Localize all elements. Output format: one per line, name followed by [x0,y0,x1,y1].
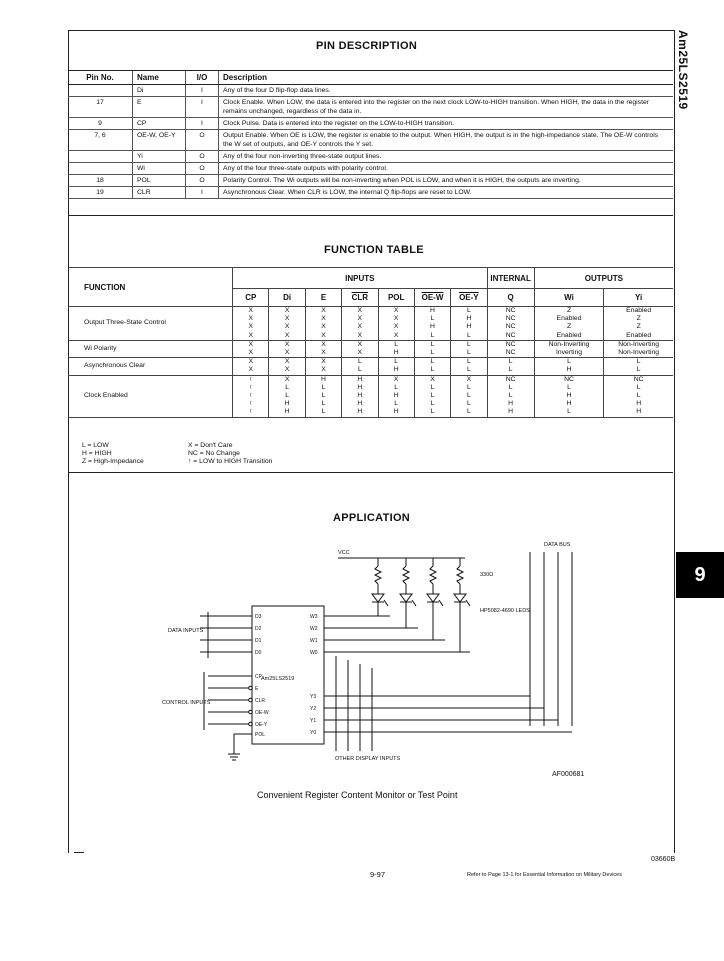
ft-cell: X [233,332,269,341]
chip-left-pin-label: CP [255,674,262,680]
pin-name: CLR [133,187,186,199]
pin-number [68,85,133,97]
chip-right-pin-label: Y1 [310,718,317,724]
ft-cell: Inverting [534,349,604,358]
ft-cell: X [378,315,414,323]
legend-item: H = HIGH [82,450,112,457]
ft-cell: L [305,400,341,408]
ft-cell: X [305,315,341,323]
ft-cell: ↑ [233,392,269,400]
ft-cell: H [487,400,534,408]
ft-cell: Enabled [604,332,673,341]
ft-column-header: $\overline{CLR}$ [342,289,378,307]
chip-left-pin-label: D1 [255,638,262,644]
pin-io: I [186,187,219,199]
ft-cell: Enabled [604,307,673,316]
pin-name: POL [133,175,186,187]
chip-right-pin-label: Y2 [310,706,317,712]
led-resistor-branch [454,558,470,652]
ft-cell: L [451,408,487,417]
ft-cell: X [305,349,341,358]
ft-cell: H [414,323,450,331]
ft-cell: X [342,340,378,349]
ft-column-header: POL [378,289,414,307]
ft-cell: H [534,366,604,375]
ft-cell: L [414,332,450,341]
vcc-label: VCC [338,550,350,556]
ft-cell: X [305,340,341,349]
chip-right-pin-label: Y3 [310,694,317,700]
ft-cell: ↑ [233,408,269,417]
pin-name: Di [133,85,186,97]
ft-cell: X [378,307,414,316]
chip-left-pin-label: POL [255,732,266,738]
pin-number: 7, 6 [68,130,133,151]
pin-io: O [186,151,219,163]
section-divider [68,472,673,473]
ft-cell: L [451,349,487,358]
ft-cell: L [305,392,341,400]
ft-cell: L [414,349,450,358]
ft-cell: NC [604,375,673,384]
chip-left-pin-label: D2 [255,626,262,632]
ft-cell: H [378,392,414,400]
ft-cell: ↑ [233,375,269,384]
ft-cell: L [414,384,450,392]
ft-column-header: OE-W [414,289,450,307]
chip-left-pin-label: CLR [255,698,266,704]
ft-cell: H [269,400,305,408]
ft-cell: Enabled [534,332,604,341]
ft-cell: Z [534,323,604,331]
side-title: Am25LS2519 [676,30,690,110]
pin-header-name: Name [133,71,186,85]
ft-cell: L [414,340,450,349]
chip-left-pin-label: OE-Y [255,722,268,728]
ft-cell: X [305,307,341,316]
military-note: Refer to Page 13-1 for Essential Information on Military Devices [467,872,622,878]
ft-cell: H [378,366,414,375]
ft-cell: H [534,392,604,400]
ft-cell: ↑ [233,384,269,392]
ft-cell: L [487,392,534,400]
legend-right [188,442,272,466]
ft-cell: L [451,366,487,375]
ft-cell: X [342,332,378,341]
pin-row [68,151,673,163]
pin-description: Any of the four D flip-flop data lines. [219,85,674,97]
ft-cell: H [342,375,378,384]
ft-cell: L [378,384,414,392]
ft-cell: X [378,332,414,341]
figure-id: AF000681 [552,771,585,776]
ft-cell: X [305,358,341,367]
ft-cell: L [414,315,450,323]
data-inputs-label: DATA INPUTS [168,628,204,634]
ft-cell: H [342,408,378,417]
ft-cell: L [451,307,487,316]
ft-cell: NC [487,340,534,349]
pin-description: Any of the four non-inverting three-state output lines. [219,151,674,163]
ft-cell: NC [487,332,534,341]
pin-io: O [186,175,219,187]
ft-cell: H [342,392,378,400]
pin-header-desc: Description [219,71,674,85]
pin-io: O [186,163,219,175]
ft-column-header: Q [487,289,534,307]
ft-cell: Z [534,307,604,316]
led-resistor-branch [372,558,388,616]
other-display-label: OTHER DISPLAY INPUTS [335,756,401,762]
application-caption: Convenient Register Content Monitor or Test Point [257,790,458,800]
ft-cell: L [342,366,378,375]
ft-row [68,375,673,384]
ft-cell: X [269,340,305,349]
pin-description: Polarity Control. The Wi outputs will be non-inverting when POL is LOW, and when it is HIGH, the outputs are inverting. [219,175,674,187]
pin-description: Clock Enable. When LOW, the data is entered into the register on the next clock LOW-to-HIGH transition. When HIGH, the data in the register remains unchanged, regardless of the data in. [219,97,674,118]
pin-io: O [186,130,219,151]
ft-cell: L [378,400,414,408]
ft-cell: X [269,315,305,323]
ft-cell: X [269,332,305,341]
chip-label: Am25LS2519 [261,676,295,682]
pin-row [68,130,673,151]
ft-cell: NC [487,375,534,384]
section-tab: 9 [676,552,724,598]
legend-item: X = Don't Care [188,442,233,449]
pin-header-io: I/O [186,71,219,85]
pin-description-title: PIN DESCRIPTION [316,40,418,52]
ft-bottom-rule [68,417,673,419]
pin-name: Yi [133,151,186,163]
ft-cell: X [233,340,269,349]
pin-header-pin: Pin No. [68,71,133,85]
chip-right-pin-label: W3 [310,614,318,620]
ft-cell: X [342,307,378,316]
pin-row [68,175,673,187]
ft-cell: X [378,323,414,331]
ft-cell: NC [487,323,534,331]
ft-column-header: CP [233,289,269,307]
ft-cell: H [305,375,341,384]
pin-number [68,163,133,175]
pin-row [68,97,673,118]
ft-cell: H [342,384,378,392]
ft-cell: L [451,400,487,408]
ft-function-name: Clock Enabled [68,375,233,417]
pin-header-row [68,71,673,85]
ft-cell: X [342,323,378,331]
ft-cell: L [534,358,604,367]
section-divider [68,215,673,216]
ft-function-name: Asynchronous Clear [68,358,233,375]
pin-io: I [186,118,219,130]
ft-cell: L [451,384,487,392]
ft-cell: NC [487,349,534,358]
ft-header-function: FUNCTION [68,268,233,307]
ft-cell: X [342,349,378,358]
ft-row [68,307,673,316]
ft-cell: X [269,358,305,367]
pin-description: Any of the four three-state outputs with polarity control. [219,163,674,175]
ft-cell: ↑ [233,400,269,408]
ft-cell: Non-Inverting [534,340,604,349]
ft-cell: L [378,358,414,367]
legend-item: Z = High-Impedance [82,458,144,465]
ft-cell: L [414,358,450,367]
legend-left [82,442,144,466]
ft-cell: X [233,349,269,358]
ft-cell: X [269,349,305,358]
pin-description: Output Enable. When OE is LOW, the register is enable to the output. When HIGH, the output is in the high-impedance state. The OE-W controls the W set of outputs, and OE-Y controls the Y set. [219,130,674,151]
ft-cell: H [378,349,414,358]
ft-cell: L [378,340,414,349]
ft-cell: L [269,392,305,400]
ft-cell: L [305,384,341,392]
ft-header-internal: INTERNAL [487,268,534,289]
pin-row [68,85,673,97]
pin-description: Clock Pulse. Data is entered into the register on the LOW-to-HIGH transition. [219,118,674,130]
led-label: HP5082-4690 LEDS [480,608,530,614]
doc-id: 03660B [651,856,676,863]
ft-cell: X [233,315,269,323]
pin-number: 9 [68,118,133,130]
ft-cell: L [487,366,534,375]
led-resistor-branch [400,558,416,628]
ft-cell: L [451,340,487,349]
ft-cell: H [451,323,487,331]
ft-cell: L [414,408,450,417]
led-resistor-branch [427,558,443,640]
ft-cell: X [378,375,414,384]
ft-cell: X [269,366,305,375]
ft-cell: H [342,400,378,408]
chip-right-pin-label: Y0 [310,730,317,736]
ft-cell: NC [487,315,534,323]
application-title: APPLICATION [333,512,411,524]
ft-row [68,340,673,349]
ft-cell: X [305,332,341,341]
chip-right-pin-label: W2 [310,626,318,632]
ft-cell: L [487,358,534,367]
pin-number [68,151,133,163]
ft-cell: L [604,384,673,392]
ft-function-name: Wi Polarity [68,340,233,357]
ft-cell: X [414,375,450,384]
ft-cell: X [233,366,269,375]
ft-cell: L [534,384,604,392]
ft-cell: X [233,323,269,331]
ft-cell: H [604,400,673,408]
ft-cell: L [414,392,450,400]
legend-item: ↑ = LOW to HIGH Transition [188,458,273,465]
pin-io: I [186,97,219,118]
ft-group-header-row [68,268,673,289]
ft-cell: X [269,323,305,331]
footer-mark [74,852,84,853]
ft-function-name: Output Three-State Control [68,307,233,341]
pin-name: Wi [133,163,186,175]
ft-bottom-cell [68,417,673,419]
ft-column-header: E [305,289,341,307]
ft-cell: X [451,375,487,384]
ft-cell: L [487,384,534,392]
ft-row [68,358,673,367]
ft-cell: H [269,408,305,417]
data-bus-label: DATA BUS [544,542,571,548]
ft-cell: Non-Inverting [604,349,673,358]
control-inputs-label: CONTROL INPUTS [162,700,211,706]
chip-right-pin-label: W1 [310,638,318,644]
pin-number: 17 [68,97,133,118]
ft-cell: L [305,408,341,417]
ft-column-header: Wi [534,289,604,307]
legend-item: L = LOW [82,442,109,449]
resistor-label: 330Ω [480,572,494,578]
pin-name: CP [133,118,186,130]
ft-cell: L [604,366,673,375]
pin-description-table [68,70,673,199]
ft-cell: L [269,384,305,392]
pin-io: I [186,85,219,97]
ft-cell: X [305,323,341,331]
page-number: 9-97 [370,870,386,879]
ft-cell: NC [534,375,604,384]
ft-cell: Z [604,323,673,331]
ft-cell: L [414,366,450,375]
ft-cell: X [233,307,269,316]
chip-left-pin-label: E [255,686,259,692]
function-table [68,267,673,419]
ft-header-outputs: OUTPUTS [534,268,673,289]
ft-cell: NC [487,307,534,316]
pin-description: Asynchronous Clear. When CLR is LOW, the internal Q flip-flops are reset to LOW. [219,187,674,199]
ft-cell: H [414,307,450,316]
chip-right-pin-label: W0 [310,650,318,656]
pin-name: E [133,97,186,118]
pin-number: 19 [68,187,133,199]
function-table-title: FUNCTION TABLE [324,244,424,256]
ft-cell: X [269,307,305,316]
ft-cell: H [487,408,534,417]
ft-cell: X [342,315,378,323]
ft-cell: X [233,358,269,367]
ft-cell: L [534,408,604,417]
ft-cell: L [342,358,378,367]
ft-cell: L [604,358,673,367]
ft-cell: H [534,400,604,408]
pin-row [68,118,673,130]
ft-cell: L [451,392,487,400]
ft-cell: H [451,315,487,323]
ft-column-header: Yi [604,289,673,307]
legend-item: NC = No Change [188,450,240,457]
ft-header-inputs: INPUTS [233,268,487,289]
pin-name: OE-W, OE-Y [133,130,186,151]
ft-cell: L [414,400,450,408]
application-circuit-diagram [160,536,620,776]
chip-left-pin-label: D0 [255,650,262,656]
ft-cell: Non-Inverting [604,340,673,349]
pin-row [68,163,673,175]
chip-left-pin-label: OE-W [255,710,269,716]
ft-cell: L [451,358,487,367]
chip-left-pin-label: D3 [255,614,262,620]
pin-row [68,187,673,199]
ft-cell: H [378,408,414,417]
ft-cell: H [604,408,673,417]
ft-cell: Z [604,315,673,323]
ft-cell: Enabled [534,315,604,323]
ft-cell: L [451,332,487,341]
ft-cell: X [269,375,305,384]
ft-cell: X [305,366,341,375]
ft-column-header: OE-Y [451,289,487,307]
ft-cell: L [604,392,673,400]
ft-column-header: Di [269,289,305,307]
pin-number: 18 [68,175,133,187]
